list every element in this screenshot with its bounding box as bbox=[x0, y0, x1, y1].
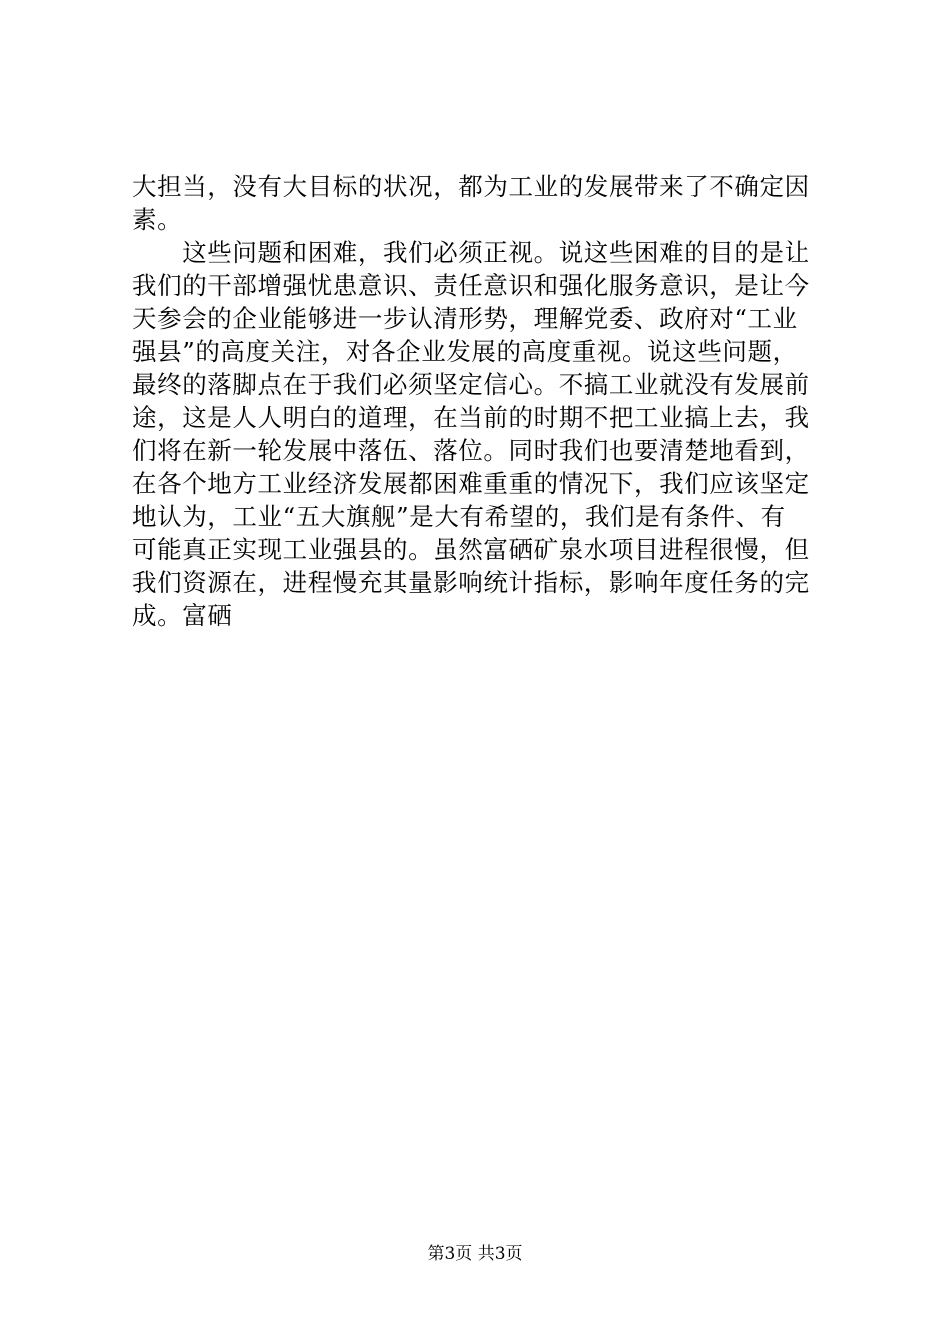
page-footer bbox=[0, 1243, 950, 1265]
text-line: 们将在新一轮发展中落伍、落位。同时我们也要清楚地看到， bbox=[132, 436, 810, 465]
text-line: 最终的落脚点在于我们必须坚定信心。不搞工业就没有发展前 bbox=[132, 370, 810, 399]
page-number-label: 第3页 共3页 bbox=[427, 1244, 523, 1264]
text-line: 地认为，工业“五大旗舰”是大有希望的，我们是有条件、有 bbox=[132, 502, 786, 531]
text-line: 天参会的企业能够进一步认清形势，理解党委、政府对“工业 bbox=[132, 304, 798, 333]
text-line: 途，这是人人明白的道理，在当前的时期不把工业搞上去，我 bbox=[132, 403, 810, 432]
text-line: 在各个地方工业经济发展都困难重重的情况下，我们应该坚定 bbox=[132, 469, 810, 498]
text-line: 大担当，没有大目标的状况，都为工业的发展带来了不确定因 bbox=[132, 172, 810, 201]
text-line: 我们的干部增强忧患意识、责任意识和强化服务意识，是让今 bbox=[132, 271, 810, 300]
text-line: 成。富硒 bbox=[132, 601, 233, 630]
text-line: 我们资源在，进程慢充其量影响统计指标，影响年度任务的完 bbox=[132, 568, 810, 597]
text-line: 素。 bbox=[132, 205, 183, 234]
body-text bbox=[132, 170, 832, 632]
text-line: 这些问题和困难，我们必须正视。说这些困难的目的是让 bbox=[132, 238, 810, 267]
text-line: 强县”的高度关注，对各企业发展的高度重视。说这些问题， bbox=[132, 337, 798, 366]
text-line: 可能真正实现工业强县的。虽然富硒矿泉水项目进程很慢，但 bbox=[132, 535, 810, 564]
